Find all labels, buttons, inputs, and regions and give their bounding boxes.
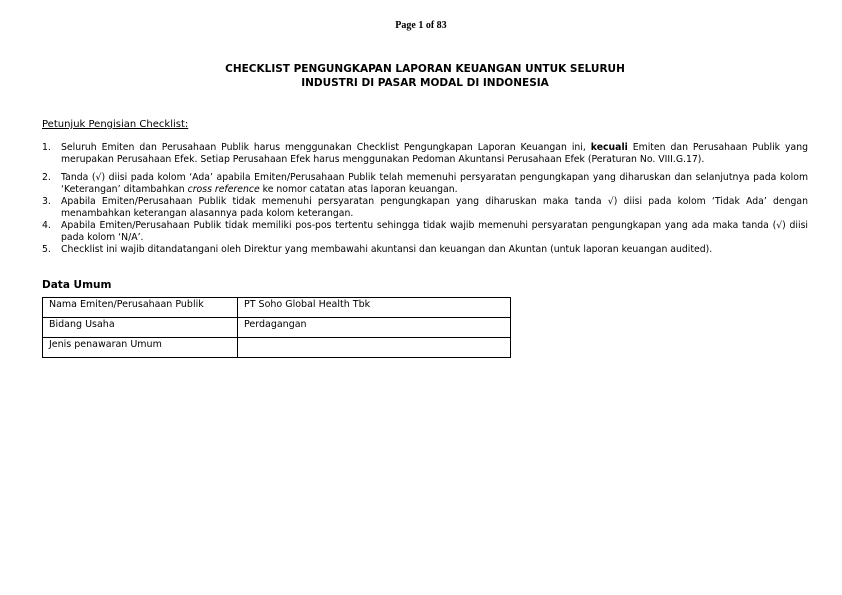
instruction-item xyxy=(42,196,808,220)
instruction-text-part: Seluruh Emiten dan Perusahaan Publik harus menggunakan Checklist Pengungkapan Laporan Keuangan ini, xyxy=(61,142,591,153)
row-value xyxy=(238,338,511,358)
instruction-text-part: Tanda (√) diisi pada kolom ‘Ada’ apabila Emiten/Perusahaan Publik telah memenuhi persyaratan pengungkapan yang diharuskan dan selanjutnya pada kolom ‘Keterangan’ ditambahkan xyxy=(61,172,808,195)
row-label: Bidang Usaha xyxy=(43,318,238,338)
instruction-item xyxy=(42,172,808,196)
table-row xyxy=(43,318,511,338)
row-label: Jenis penawaran Umum xyxy=(43,338,238,358)
row-value: PT Soho Global Health Tbk xyxy=(238,298,511,318)
data-umum-table xyxy=(42,297,511,358)
row-value: Perdagangan xyxy=(238,318,511,338)
document-title xyxy=(0,62,842,90)
row-label: Nama Emiten/Perusahaan Publik xyxy=(43,298,238,318)
instruction-number: 5. xyxy=(42,244,51,255)
instruction-number: 1. xyxy=(42,142,51,153)
instruction-text: Checklist ini wajib ditandatangani oleh Direktur yang membawahi akuntansi dan keuangan dan Akuntan (untuk laporan keuangan audited). xyxy=(61,244,713,255)
instruction-item xyxy=(42,244,808,256)
title-line-1: CHECKLIST PENGUNGKAPAN LAPORAN KEUANGAN UNTUK SELURUH xyxy=(225,63,625,75)
data-umum-title: Data Umum xyxy=(42,279,112,291)
instructions-list xyxy=(42,142,808,256)
instruction-text-part: ke nomor catatan atas laporan keuangan. xyxy=(259,184,458,195)
instruction-italic: cross reference xyxy=(187,184,260,195)
instruction-item xyxy=(42,220,808,244)
title-line-2: INDUSTRI DI PASAR MODAL DI INDONESIA xyxy=(301,77,549,89)
instruction-number: 2. xyxy=(42,172,51,183)
instruction-text-part: Emiten dan Perusahaan Publik yang merupakan Perusahaan Efek. Setiap Perusahaan Efek harus menggunakan Pedoman Akuntansi Perusahaan Efek (Peraturan No. VIII.G.17). xyxy=(61,142,809,165)
table-row xyxy=(43,338,511,358)
instruction-number: 3. xyxy=(42,196,51,207)
instructions-heading: Petunjuk Pengisian Checklist: xyxy=(42,119,189,130)
page-number: Page 1 of 83 xyxy=(395,20,447,31)
instruction-text xyxy=(61,142,808,166)
instruction-emphasis: kecuali xyxy=(590,142,628,153)
instruction-number: 4. xyxy=(42,220,51,231)
instruction-text xyxy=(61,172,808,196)
instruction-item xyxy=(42,142,808,166)
table-row xyxy=(43,298,511,318)
instruction-text: Apabila Emiten/Perusahaan Publik tidak memiliki pos-pos tertentu sehingga tidak wajib memenuhi persyaratan pengungkapan yang ada maka tanda (√) diisi pada kolom ‘N/A’. xyxy=(61,220,808,243)
instruction-text: Apabila Emiten/Perusahaan Publik tidak memenuhi persyaratan pengungkapan yang diharuskan maka tanda √) diisi pada kolom ‘Tidak Ada’ dengan menambahkan keterangan alasannya pada kolom keterangan. xyxy=(61,196,808,219)
